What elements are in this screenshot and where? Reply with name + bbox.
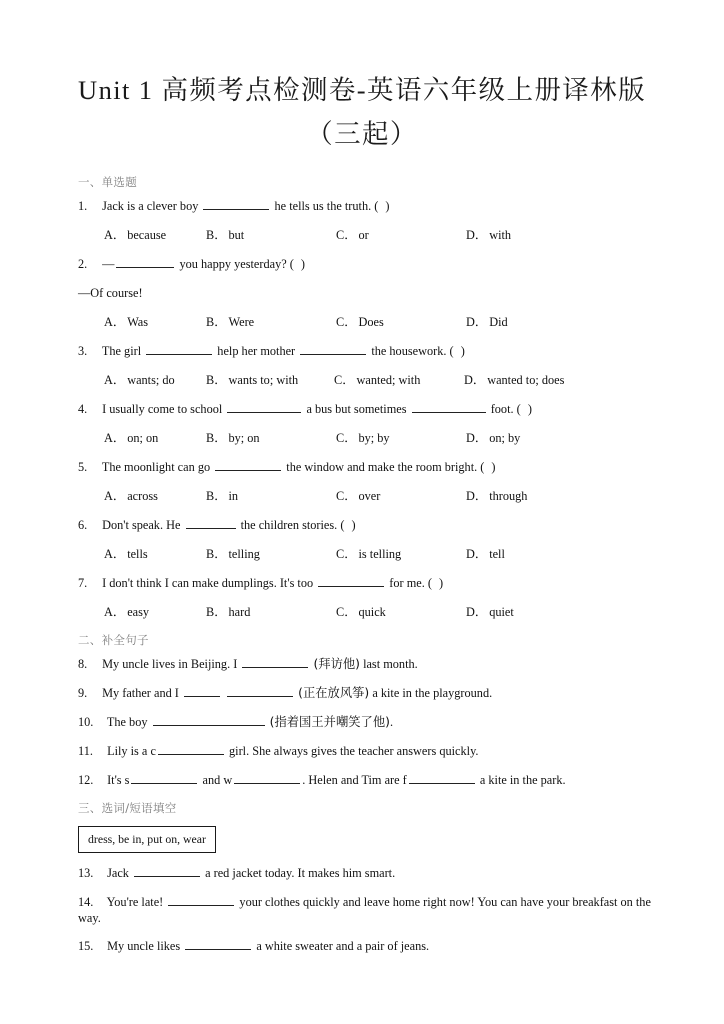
question-12-segment-4: a kite in the park. [479,773,566,787]
question-9-number: 9. [78,686,88,700]
question-4-blank-1[interactable] [227,401,301,413]
question-3-option-d-text: wanted to; does [487,373,565,387]
question-2-number: 2. [78,257,88,271]
page-title: Unit 1 高频考点检测卷-英语六年级上册译林版（三起） [78,75,646,149]
question-6-option-d-label: D． [466,547,488,561]
question-8-hint: (拜访他) [313,657,360,671]
question-2-option-c-label: C． [336,315,357,329]
question-4-number: 4. [78,402,88,416]
question-7-option-c[interactable] [336,604,386,620]
question-10-number: 10. [78,715,94,729]
worksheet-content [0,156,724,954]
question-3-text-mid: help her mother [217,344,296,358]
question-4-text-after: foot. [490,402,514,416]
question-7-text-before: I don't think I can make dumplings. It's too [102,576,314,590]
question-5-options [78,488,654,504]
question-3-option-b-text: wants to; with [228,373,299,387]
question-1-text-before: Jack is a clever boy [102,199,199,213]
question-3-option-c[interactable] [334,372,420,388]
question-1-option-d-text: with [489,228,512,242]
question-13 [78,865,654,881]
question-4-option-c[interactable] [336,430,390,446]
question-7-text-after: for me. [389,576,425,590]
question-7-option-a[interactable] [104,604,149,620]
question-1-option-a-label: A． [104,228,126,242]
question-3-option-c-label: C． [334,373,355,387]
question-2-options [78,314,654,330]
question-7-blank[interactable] [318,575,384,587]
question-4-blank-2[interactable] [412,401,486,413]
question-6-options [78,546,654,562]
question-12-blank-2[interactable] [234,772,300,784]
question-1-text-after: he tells us the truth. [274,199,372,213]
question-7-option-a-label: A． [104,605,126,619]
question-6-option-b-label: B． [206,547,227,561]
question-14-text-after: your clothes quickly and leave home right now! You can have your breakfast on the way. [78,895,651,925]
question-2-text-after: you happy yesterday? [179,257,287,271]
question-3-option-a-text: wants; do [127,373,175,387]
question-3-number: 3. [78,344,88,358]
question-14-blank[interactable] [168,894,234,906]
question-5-option-b-label: B． [206,489,227,503]
question-10-blank[interactable] [153,714,265,726]
question-4-option-d-text: on; by [489,431,521,445]
question-5-option-c[interactable] [336,488,380,504]
question-8-text-before: My uncle lives in Beijing. I [102,657,238,671]
question-2-option-c-text: Does [358,315,384,329]
question-5-text-after: the window and make the room bright. [286,460,478,474]
question-10 [78,714,654,730]
question-7-number: 7. [78,576,88,590]
question-4-answer-marker[interactable]: ( ) [516,402,534,416]
question-2-option-d-label: D． [466,315,488,329]
question-2-option-b-text: Were [228,315,255,329]
question-12-segment-3: . Helen and Tim are f [302,773,407,787]
question-11-text-before: Lily is a c [107,744,156,758]
question-14 [78,894,654,926]
question-4-option-c-text: by; by [358,431,390,445]
question-13-text-before: Jack [107,866,129,880]
question-2 [78,256,654,272]
question-1-option-c-text: or [358,228,369,242]
question-3-option-c-text: wanted; with [356,373,421,387]
question-13-text-after: a red jacket today. It makes him smart. [205,866,396,880]
section-heading-2: 二、补全句子 [78,633,149,647]
question-4-option-a-label: A． [104,431,126,445]
question-11-blank[interactable] [158,743,224,755]
question-6-option-a[interactable] [104,546,148,562]
question-5-blank[interactable] [215,459,281,471]
question-13-number: 13. [78,866,94,880]
question-14-text-before: You're late! [106,895,164,909]
question-2-answer-marker[interactable]: ( ) [289,257,308,271]
question-7 [78,575,654,591]
question-4-option-d[interactable] [466,430,520,446]
question-12-blank-3[interactable] [409,772,475,784]
question-8 [78,656,654,672]
question-6-option-a-label: A． [104,547,126,561]
question-2-option-b-label: B． [206,315,227,329]
section-heading-3: 三、选词/短语填空 [78,801,177,815]
question-5-option-b[interactable] [206,488,238,504]
question-9-text-before: My father and I [102,686,179,700]
question-6-text-before: Don't speak. He [102,518,181,532]
question-7-option-b-text: hard [228,605,251,619]
question-2-option-a-text: Was [127,315,149,329]
question-2-option-d-text: Did [489,315,508,329]
question-1-blank[interactable] [203,198,269,210]
question-5-option-d-label: D． [466,489,488,503]
question-3-answer-marker[interactable]: ( ) [449,344,467,358]
question-5-option-c-text: over [358,489,381,503]
question-3 [78,343,654,359]
question-2-option-c[interactable] [336,314,384,330]
question-11-number: 11. [78,744,93,758]
question-2-option-a-label: A． [104,315,126,329]
question-5-option-d[interactable] [466,488,527,504]
question-3-text-before: The girl [101,344,142,358]
question-5-option-d-text: through [489,489,528,503]
question-6-answer-marker[interactable]: ( ) [340,518,358,532]
question-7-option-a-text: easy [127,605,150,619]
question-12-segment-1: It's s [107,773,130,787]
question-3-text-after: the housework. [371,344,447,358]
question-4-option-a-text: on; on [127,431,159,445]
question-8-text-after: last month. [363,657,418,671]
question-4 [78,401,654,417]
question-6-option-b-text: telling [228,547,260,561]
question-1-option-d[interactable] [466,227,511,243]
question-1-option-d-label: D． [466,228,488,242]
question-1-option-a[interactable] [104,227,166,243]
question-12-blank-1[interactable] [131,772,197,784]
question-2-option-b[interactable] [206,314,254,330]
question-6-text-after: the children stories. [240,518,338,532]
question-4-option-b-label: B． [206,431,227,445]
question-5 [78,459,654,475]
question-9-blank-1[interactable] [184,685,220,697]
question-15-number: 15. [78,939,94,953]
question-11 [78,743,654,759]
question-2-dash: — [102,257,115,271]
question-6-blank[interactable] [186,517,236,529]
question-1-option-a-text: because [127,228,167,242]
question-7-options [78,604,654,620]
question-7-option-d[interactable] [466,604,514,620]
question-9 [78,685,654,701]
question-13-blank[interactable] [134,865,200,877]
question-10-text-after: . [389,715,394,729]
question-4-options [78,430,654,446]
question-3-blank-1[interactable] [146,343,212,355]
question-8-blank[interactable] [242,656,308,668]
question-10-text-before: The boy [106,715,148,729]
question-1-number: 1. [78,199,88,213]
question-1-option-b-label: B． [206,228,227,242]
question-4-option-d-label: D． [466,431,488,445]
question-5-number: 5. [78,460,88,474]
question-2-answer-line: —Of course! [78,286,143,300]
question-7-option-c-label: C． [336,605,357,619]
question-11-text-after: girl. She always gives the teacher answers quickly. [229,744,479,758]
question-4-text-before: I usually come to school [102,402,223,416]
question-4-option-c-label: C． [336,431,357,445]
question-6 [78,517,654,533]
section-heading-1: 一、单选题 [78,175,137,189]
question-15-text-before: My uncle likes [107,939,181,953]
question-9-hint: (正在放风筝) [298,686,370,700]
question-9-text-after: a kite in the playground. [372,686,493,700]
question-15 [78,938,654,954]
question-1 [78,198,654,214]
question-1-option-c-label: C． [336,228,357,242]
question-2-blank[interactable] [116,256,174,268]
question-12-number: 12. [78,773,94,787]
question-4-option-b[interactable] [206,430,260,446]
question-6-option-c-text: is telling [358,547,402,561]
question-5-text-before: The moonlight can go [101,460,211,474]
question-3-blank-2[interactable] [300,343,366,355]
question-6-option-d[interactable] [466,546,505,562]
question-6-option-c-label: C． [336,547,357,561]
question-12-segment-2: and w [202,773,233,787]
word-bank: dress, be in, put on, wear [78,826,216,853]
question-10-hint: (指着国王并嘲笑了他) [269,715,390,729]
question-3-option-d-label: D． [464,373,486,387]
question-4-option-a[interactable] [104,430,158,446]
question-5-answer-marker[interactable]: ( ) [480,460,498,474]
question-6-option-d-text: tell [489,547,505,561]
question-6-option-b[interactable] [206,546,260,562]
question-1-option-b-text: but [228,228,245,242]
question-5-option-b-text: in [228,489,239,503]
question-3-option-a-label: A． [104,373,126,387]
question-8-number: 8. [78,657,88,671]
question-6-number: 6. [78,518,88,532]
question-15-text-after: a white sweater and a pair of jeans. [256,939,430,953]
question-7-answer-marker[interactable]: ( ) [427,576,446,590]
question-9-blank-2[interactable] [227,685,293,697]
question-2-option-d[interactable] [466,314,508,330]
question-7-option-b[interactable] [206,604,250,620]
question-3-option-b[interactable] [206,372,298,388]
question-3-option-d[interactable] [464,372,564,388]
question-14-number: 14. [78,895,94,909]
question-12 [78,772,654,788]
question-7-option-d-text: quiet [489,605,514,619]
question-15-blank[interactable] [185,938,251,950]
question-3-option-a[interactable] [104,372,175,388]
question-1-option-b[interactable] [206,227,244,243]
question-2-option-a[interactable] [104,314,148,330]
question-5-option-a[interactable] [104,488,158,504]
question-4-option-b-text: by; on [228,431,260,445]
question-5-option-c-label: C． [336,489,357,503]
question-7-option-d-label: D． [466,605,488,619]
question-4-text-mid: a bus but sometimes [306,402,407,416]
question-1-option-c[interactable] [336,227,369,243]
question-5-option-a-text: across [127,489,158,503]
question-3-options [78,372,654,388]
question-5-option-a-label: A． [104,489,126,503]
question-7-option-c-text: quick [358,605,386,619]
question-6-option-c[interactable] [336,546,401,562]
question-1-options [78,227,654,243]
question-7-option-b-label: B． [206,605,227,619]
question-6-option-a-text: tells [127,547,148,561]
question-3-option-b-label: B． [206,373,227,387]
question-1-answer-marker[interactable]: ( ) [374,199,392,213]
